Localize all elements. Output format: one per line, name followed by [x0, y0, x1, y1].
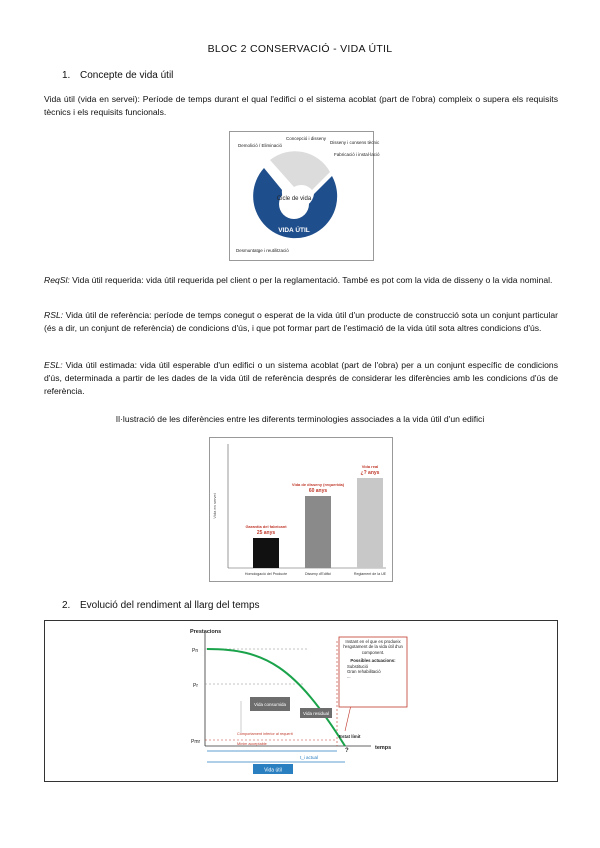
- section-1-label: Concepte de vida útil: [80, 70, 174, 81]
- text-rsl: Vida útil de referència: període de temps conegut o esperat de la vida útil d'un producte de construcció sota un conjunt particular (és a dir, un conjunt de referència) de condicions d'ús, i que pot formar part de l'estimació de la vida útil sota altres condicions d'ús.: [44, 310, 558, 333]
- bar-2: [357, 478, 383, 568]
- cycle-label-fabricacio: Fabricació i instal·lació: [334, 152, 380, 157]
- section-2-label: Evolució del rendiment al llarg del temps: [80, 600, 260, 611]
- callout-item: ...: [347, 674, 351, 680]
- text-reqsl: Vida útil requerida: vida útil requerida pel client o per la reglamentació. També es pot com la vida de disseny o la vida nominal.: [69, 275, 553, 285]
- section-2-number: 2.: [62, 600, 71, 611]
- tq-label: ?: [345, 748, 349, 754]
- perf-x-axis-label: temps: [375, 745, 392, 751]
- cycle-label-desmuntatge: Desmuntatge i reutilització: [236, 248, 289, 253]
- callout-pointer: [345, 705, 351, 731]
- bar-data-label: Vida de disseny (requerida): [291, 482, 345, 487]
- cycle-label-disseny: Disseny i consens tècnic: [330, 140, 380, 145]
- performance-diagram: [45, 621, 557, 781]
- limit-note-2: Mínim acceptable: [237, 742, 267, 746]
- bar-data-label: 25 anys: [256, 530, 276, 536]
- section-1-heading: [62, 70, 173, 81]
- section-2-heading: [62, 600, 260, 611]
- page-title: BLOC 2 CONSERVACIÓ - VIDA ÚTIL: [207, 43, 393, 55]
- term-reqsl: ReqSl:: [44, 275, 70, 285]
- cycle-center-label: Cicle de vida: [276, 196, 312, 202]
- text-esl: Vida útil estimada: vida útil esperable d'un edifici o un sistema acoblat (part de l'obra) per a un conjunt específic de condicions d'ús, determinada a partir de les dades de la vida útil de referència després de considerar les diferències amb les condicions d'ús de referència.: [44, 360, 558, 396]
- callout-title: Instant en el que es produeix l'esgotament de la vida útil d'un component.: [343, 639, 403, 655]
- service-life-chart: [209, 437, 393, 582]
- chart-y-label: Vida en servei: [212, 493, 217, 519]
- bar-data-label: ¿? anys: [360, 470, 380, 476]
- paragraph-esl: [44, 359, 558, 398]
- bar-chart: [210, 438, 392, 581]
- perf-tick-pn: Pn: [192, 648, 199, 654]
- term-rsl: RSL:: [44, 310, 64, 320]
- perf-tick-pr: Pr: [193, 683, 198, 689]
- figure-caption: Il·lustració de les diferències entre les diferents terminologies associades a la vida útil d'un edifici: [115, 414, 485, 424]
- box-vida-consumida-label: Vida consumida: [254, 702, 286, 707]
- estat-limit-label: Estat límit: [339, 734, 361, 739]
- performance-figure: [44, 620, 558, 782]
- life-cycle-figure: [229, 131, 380, 261]
- life-cycle-diagram: [230, 132, 380, 260]
- category-label: Homologació del Producte: [244, 572, 288, 576]
- perf-y-axis-label: Prestacions: [190, 629, 222, 635]
- cycle-label-concepcio: Concepció i disseny: [286, 136, 327, 141]
- cycle-label-demolicio: Demolició / Eliminació: [238, 143, 283, 148]
- limit-note-1: Comportament inferior al requerit: [237, 732, 293, 736]
- box-vida-residual-label: Vida residual: [303, 711, 329, 716]
- callout-content: [341, 639, 405, 705]
- perf-tick-pmr: Pmr: [191, 739, 201, 745]
- vida-util-label: Vida útil: [264, 767, 282, 774]
- bar-data-label: Garantia del fabricant: [245, 524, 287, 529]
- cycle-center: [279, 189, 309, 219]
- callout-sub: Possibles actuacions:: [350, 658, 396, 664]
- paragraph-rsl: [44, 309, 558, 335]
- cycle-vida-util-label: VIDA ÚTIL: [278, 227, 310, 234]
- bar-data-label: 60 anys: [308, 488, 328, 494]
- section-1-number: 1.: [62, 70, 71, 81]
- bar-data-label: Vida real: [361, 464, 379, 469]
- bar-0: [253, 538, 279, 568]
- category-label: Disseny d'Edifici: [304, 572, 332, 576]
- category-label: Reglament de la UE: [353, 572, 387, 576]
- bar-1: [305, 496, 331, 568]
- callout-item: Substitució: [347, 663, 369, 669]
- ti-label: t_i actual: [300, 755, 319, 760]
- term-esl: ESL:: [44, 360, 63, 370]
- paragraph-reqsl: [44, 274, 558, 287]
- callout-item: Gran rehabilitació: [347, 669, 381, 675]
- paragraph-vida-util: Vida útil (vida en servei): Període de temps durant el qual l'edifici o el sistema acoblat (part de l'obra) compleix o supera els requisits tècnics i els requisits funcionals.: [44, 94, 558, 117]
